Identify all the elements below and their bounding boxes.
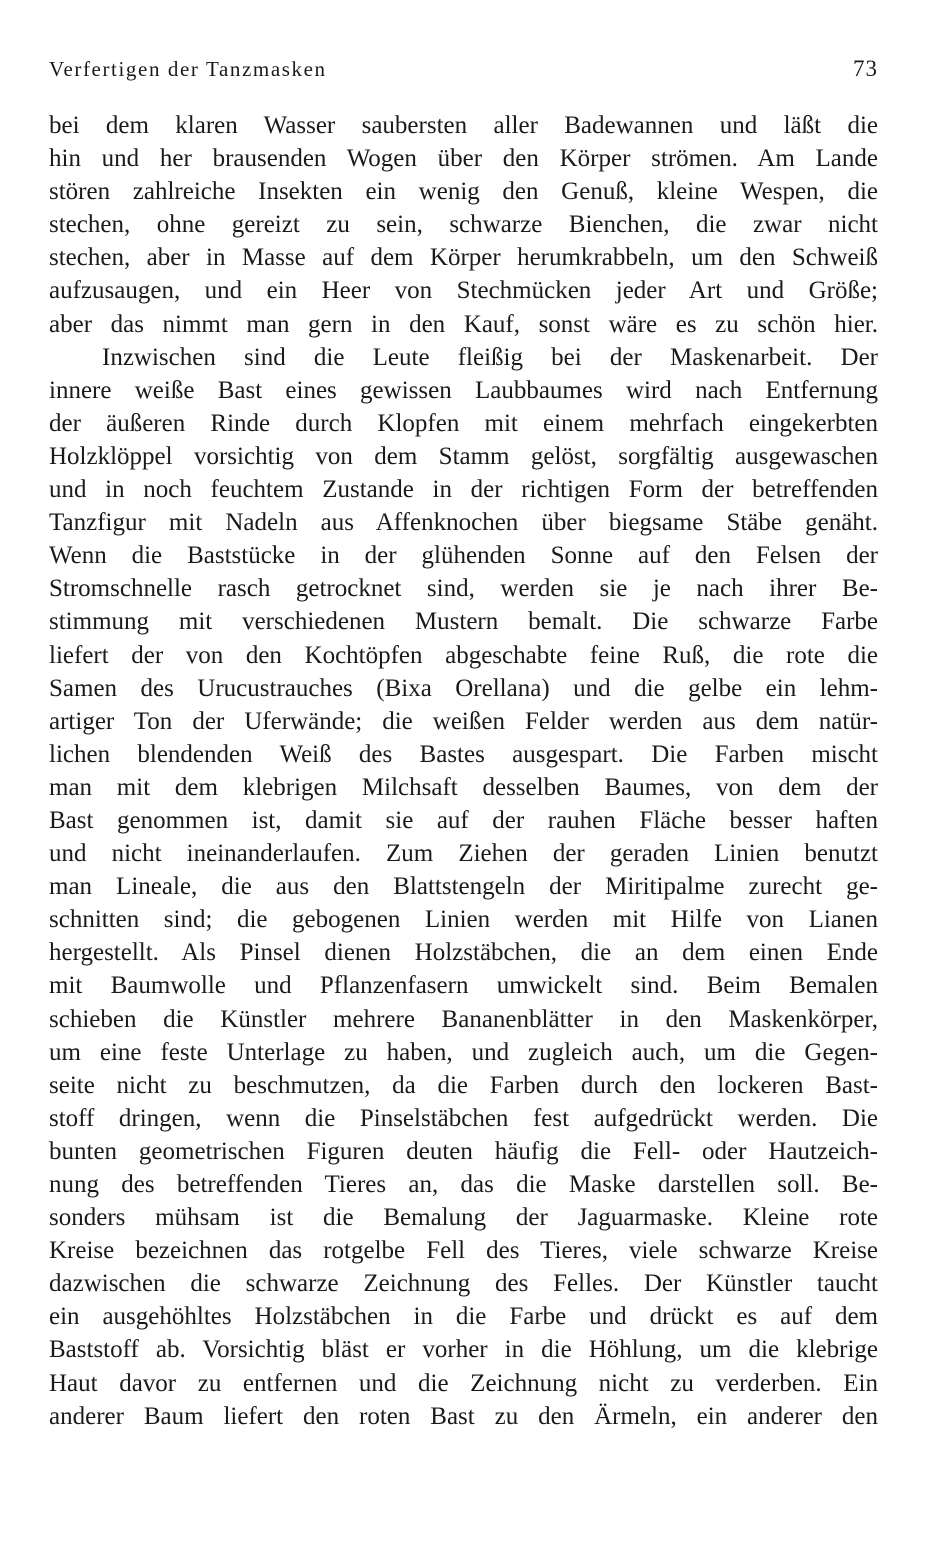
text-line: hergestellt. Als Pinsel dienen Holzstäbchen, die an dem einen Ende — [49, 939, 878, 967]
text-line: artiger Ton der Uferwände; die weißen Felder werden aus dem natür- — [49, 707, 878, 735]
text-line: Samen des Urucustrauches (Bixa Orellana) und die gelbe ein lehm- — [49, 674, 878, 702]
text-line: Wenn die Baststücke in der glühenden Sonne auf den Felsen der — [49, 542, 878, 570]
text-line: stimmung mit verschiedenen Mustern bemalt. Die schwarze Farbe — [49, 608, 878, 636]
text-line: nung des betreffenden Tieres an, das die Maske darstellen soll. Be- — [49, 1171, 878, 1198]
text-line: liefert der von den Kochtöpfen abgeschabte feine Ruß, die rote die — [49, 641, 878, 669]
text-line: dazwischen die schwarze Zeichnung des Felles. Der Künstler taucht — [49, 1270, 878, 1298]
text-line: und in noch feuchtem Zustande in der richtigen Form der betreffenden — [49, 476, 878, 504]
running-title: Verfertigen der Tanzmasken — [49, 57, 327, 81]
text-line: schnitten sind; die gebogenen Linien werden mit Hilfe von Lianen — [49, 906, 878, 934]
text-line: Baststoff ab. Vorsichtig bläst er vorher in die Höhlung, um die klebrige — [49, 1336, 878, 1364]
paragraph-last-line: aber das nimmt man gern in den Kauf, sonst wäre es zu schön hier. — [49, 310, 878, 338]
text-line: lichen blendenden Weiß des Bastes ausgespart. Die Farben mischt — [49, 740, 878, 768]
text-line: innere weiße Bast eines gewissen Laubbaumes wird nach Entfernung — [49, 376, 878, 404]
text-line: bei dem klaren Wasser saubersten aller Badewannen und läßt die — [49, 112, 878, 139]
text-line: Holzklöppel vorsichtig von dem Stamm gelöst, sorgfältig ausgewaschen — [49, 442, 878, 470]
text-line: sonders mühsam ist die Bemalung der Jaguarmaske. Kleine rote — [49, 1204, 878, 1232]
text-line: Haut davor zu entfernen und die Zeichnung nicht zu verderben. Ein — [49, 1369, 878, 1397]
running-head — [49, 56, 878, 86]
text-line: stören zahlreiche Insekten ein wenig den Genuß, kleine Wespen, die — [49, 178, 878, 206]
text-line: mit Baumwolle und Pflanzenfasern umwickelt sind. Beim Bemalen — [49, 972, 878, 1000]
text-line: bunten geometrischen Figuren deuten häufig die Fell- oder Hautzeich- — [49, 1137, 878, 1165]
text-line: und nicht ineinanderlaufen. Zum Ziehen der geraden Linien benutzt — [49, 840, 878, 868]
text-line: anderer Baum liefert den roten Bast zu den Ärmeln, ein anderer den — [49, 1402, 878, 1430]
text-line: schieben die Künstler mehrere Bananenblätter in den Maskenkörper, — [49, 1005, 878, 1033]
text-line: Kreise bezeichnen das rotgelbe Fell des Tieres, viele schwarze Kreise — [49, 1237, 878, 1265]
text-line: der äußeren Rinde durch Klopfen mit einem mehrfach eingekerbten — [49, 409, 878, 437]
text-line: man mit dem klebrigen Milchsaft desselben Baumes, von dem der — [49, 773, 878, 801]
text-line: stechen, ohne gereizt zu sein, schwarze Bienchen, die zwar nicht — [49, 211, 878, 239]
body-text — [49, 109, 878, 1433]
text-line: hin und her brausenden Wogen über den Körper strömen. Am Lande — [49, 145, 878, 173]
text-line: um eine feste Unterlage zu haben, und zugleich auch, um die Gegen- — [49, 1038, 878, 1066]
text-line: stoff dringen, wenn die Pinselstäbchen fest aufgedrückt werden. Die — [49, 1104, 878, 1132]
text-line: stechen, aber in Masse auf dem Körper herumkrabbeln, um den Schweiß — [49, 244, 878, 272]
text-line: aufzusaugen, und ein Heer von Stechmücken jeder Art und Größe; — [49, 277, 878, 305]
text-line: ein ausgehöhltes Holzstäbchen in die Farbe und drückt es auf dem — [49, 1303, 878, 1331]
page-number: 73 — [853, 56, 878, 81]
text-line: man Lineale, die aus den Blattstengeln der Miritipalme zurecht ge- — [49, 873, 878, 901]
paragraph-first-line: Inzwischen sind die Leute fleißig bei der Maskenarbeit. Der — [102, 343, 878, 371]
text-line: seite nicht zu beschmutzen, da die Farben durch den lockeren Bast- — [49, 1071, 878, 1099]
text-line: Stromschnelle rasch getrocknet sind, werden sie je nach ihrer Be- — [49, 575, 878, 603]
text-line: Tanzfigur mit Nadeln aus Affenknochen über biegsame Stäbe genäht. — [49, 509, 878, 537]
text-line: Bast genommen ist, damit sie auf der rauhen Fläche besser haften — [49, 806, 878, 834]
